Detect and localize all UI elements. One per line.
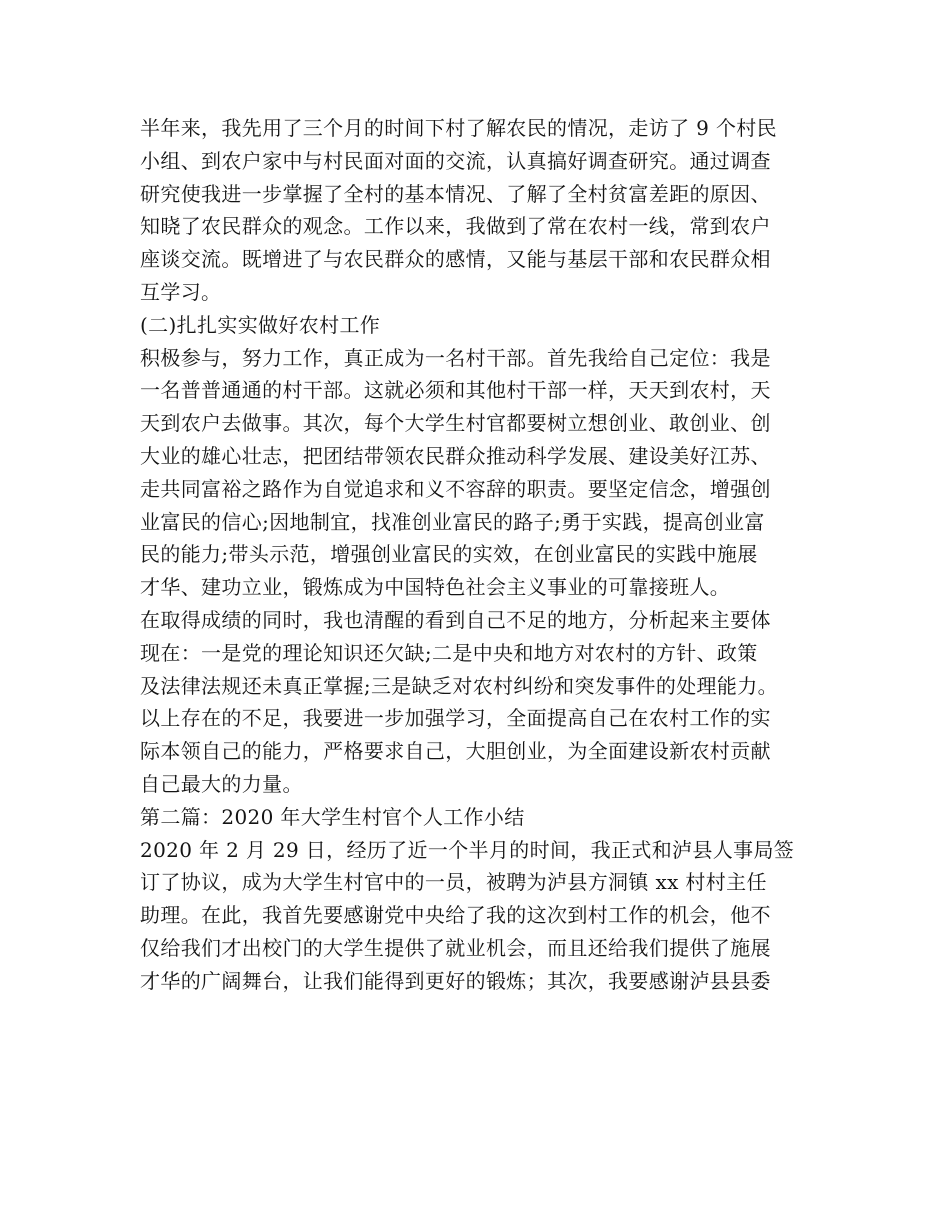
text-line: 小组、到农户家中与村民面对面的交流，认真搞好调查研究。通过调查	[140, 148, 771, 173]
document-body	[140, 112, 830, 998]
text-line: 积极参与，努力工作，真正成为一名村干部。首先我给自己定位：我是	[140, 345, 771, 370]
text-line: 才华的广阔舞台，让我们能得到更好的锻炼；其次，我要感谢泸县县委	[140, 968, 771, 993]
text-line: 一名普普通通的村干部。这就必须和其他村干部一样，天天到农村，天	[140, 378, 771, 403]
text-line: 大业的雄心壮志，把团结带领农民群众推动科学发展、建设美好江苏、	[140, 443, 771, 468]
text-line: 座谈交流。既增进了与农民群众的感情，又能与基层干部和农民群众相	[140, 247, 771, 272]
text-line: 才华、建功立业，锻炼成为中国特色社会主义事业的可靠接班人。	[140, 575, 731, 600]
text-line: 在取得成绩的同时，我也清醒的看到自己不足的地方，分析起来主要体	[140, 607, 771, 632]
text-line: 订了协议，成为大学生村官中的一员，被聘为泸县方洞镇 xx 村村主任	[140, 870, 767, 895]
text-line: 以上存在的不足，我要进一步加强学习，全面提高自己在农村工作的实	[140, 706, 771, 731]
text-line: 自己最大的力量。	[140, 771, 303, 796]
text-line: 仅给我们才出校门的大学生提供了就业机会，而且还给我们提供了施展	[140, 935, 771, 960]
text-line: 民的能力;带头示范，增强创业富民的实效，在创业富民的实践中施展	[140, 542, 758, 567]
text-line: 业富民的信心;因地制宜，找准创业富民的路子;勇于实践，提高创业富	[140, 509, 765, 534]
section-heading: (二)扎扎实实做好农村工作	[140, 312, 381, 337]
section-heading: 第二篇：2020 年大学生村官个人工作小结	[140, 804, 525, 829]
text-line: 现在：一是党的理论知识还欠缺;二是中央和地方对农村的方针、政策	[140, 640, 758, 665]
text-line: 半年来，我先用了三个月的时间下村了解农民的情况，走访了 9 个村民	[140, 116, 777, 140]
text-line: 助理。在此，我首先要感谢党中央给了我的这次到村工作的机会，他不	[140, 903, 771, 928]
text-line: 走共同富裕之路作为自觉追求和义不容辞的职责。要坚定信念，增强创	[140, 476, 771, 501]
text-line: 际本领自己的能力，严格要求自己，大胆创业，为全面建设新农村贡献	[140, 739, 771, 764]
text-line: 互学习。	[140, 279, 222, 304]
text-line: 知晓了农民群众的观念。工作以来，我做到了常在农村一线，常到农户	[140, 214, 771, 239]
text-line: 研究使我进一步掌握了全村的基本情况、了解了全村贫富差距的原因、	[140, 181, 771, 206]
text-line: 及法律法规还未真正掌握;三是缺乏对农村纠纷和突发事件的处理能力。	[140, 673, 778, 698]
text-line: 天到农户去做事。其次，每个大学生村官都要树立想创业、敢创业、创	[140, 411, 771, 436]
text-line: 2020 年 2 月 29 日，经历了近一个半月的时间，我正式和泸县人事局签	[140, 837, 795, 862]
